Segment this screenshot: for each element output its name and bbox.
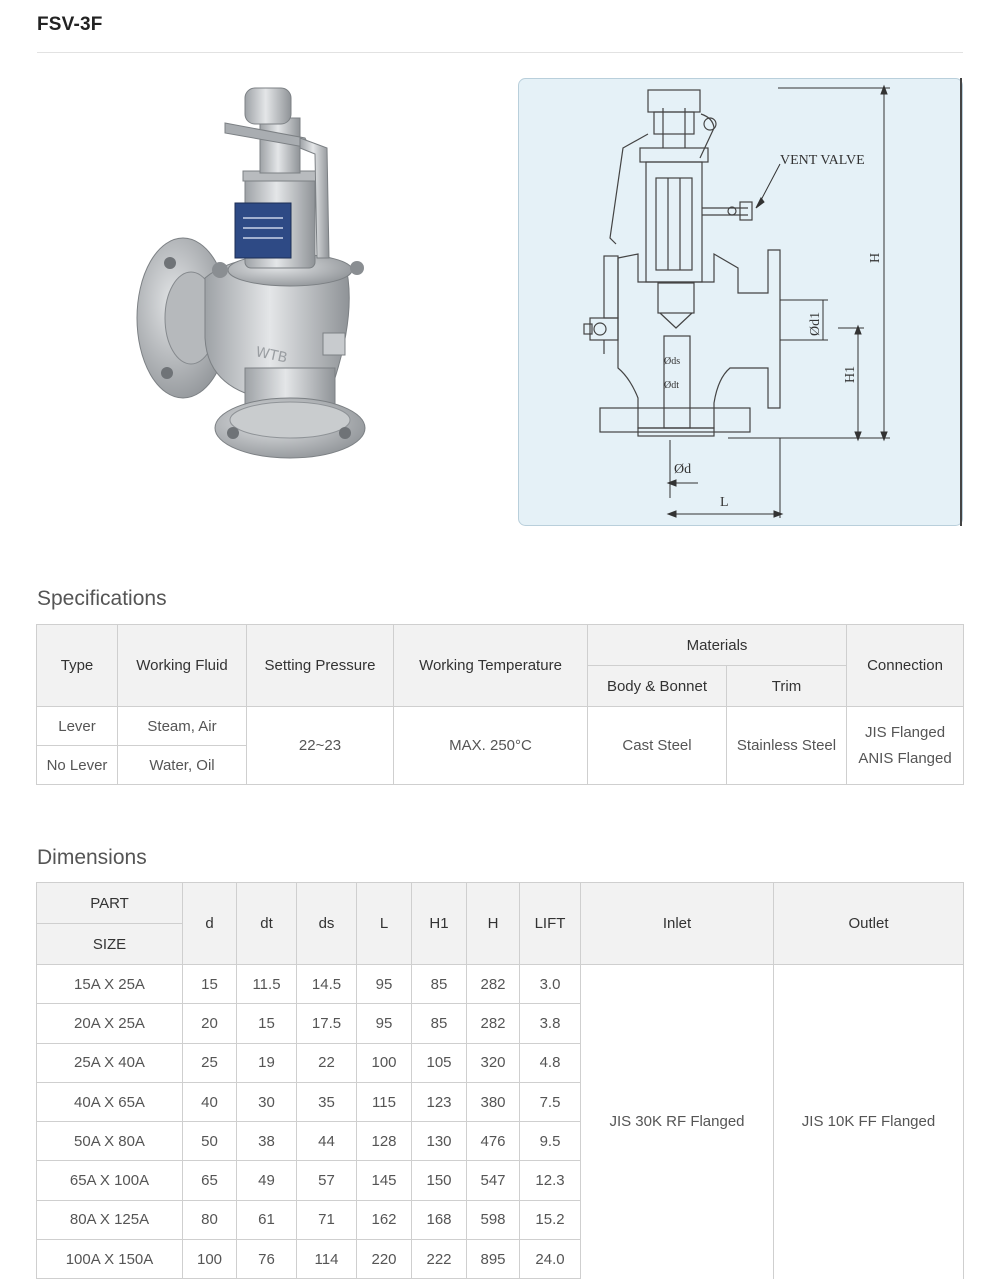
cell-d: 20: [183, 1004, 237, 1043]
cell-dt: 38: [237, 1122, 297, 1161]
cell-setting-pressure: 22~23: [247, 707, 394, 785]
cell-d: 50: [183, 1122, 237, 1161]
ds-dimension-label: Øds: [664, 356, 681, 367]
header-part: PART: [37, 883, 183, 924]
cell-h1: 85: [412, 965, 467, 1004]
cell-dt: 61: [237, 1200, 297, 1239]
cell-lift: 15.2: [520, 1200, 581, 1239]
header-ds: ds: [297, 883, 357, 965]
h-dimension-label: H: [868, 252, 883, 263]
cell-size: 65A X 100A: [37, 1161, 183, 1200]
cell-h: 282: [467, 965, 520, 1004]
header-body-bonnet: Body & Bonnet: [588, 666, 727, 707]
cell-lift: 24.0: [520, 1240, 581, 1279]
cell-d: 80: [183, 1200, 237, 1239]
specifications-heading: Specifications: [37, 587, 167, 610]
cell-ds: 71: [297, 1200, 357, 1239]
cell-fluid: Steam, Air: [118, 707, 247, 746]
cell-d: 25: [183, 1043, 237, 1082]
table-row: [37, 707, 964, 746]
cell-h: 598: [467, 1200, 520, 1239]
header-type: Type: [37, 625, 118, 707]
cell-dt: 30: [237, 1082, 297, 1121]
cell-d: 100: [183, 1240, 237, 1279]
header-d: d: [183, 883, 237, 965]
cell-ds: 114: [297, 1240, 357, 1279]
cell-h: 320: [467, 1043, 520, 1082]
cell-type: Lever: [37, 707, 118, 746]
header-size: SIZE: [37, 924, 183, 965]
cell-inlet: JIS 30K RF Flanged: [581, 965, 774, 1279]
connection-line: JIS Flanged: [864, 723, 946, 741]
cell-h: 895: [467, 1240, 520, 1279]
dimensions-heading: Dimensions: [37, 846, 147, 869]
cell-h1: 105: [412, 1043, 467, 1082]
header-materials: Materials: [588, 625, 847, 666]
header-outlet: Outlet: [774, 883, 964, 965]
cell-l: 95: [357, 965, 412, 1004]
cell-size: 20A X 25A: [37, 1004, 183, 1043]
cell-ds: 17.5: [297, 1004, 357, 1043]
cell-h: 380: [467, 1082, 520, 1121]
cell-dt: 49: [237, 1161, 297, 1200]
cell-h1: 85: [412, 1004, 467, 1043]
cell-h: 547: [467, 1161, 520, 1200]
header-trim: Trim: [727, 666, 847, 707]
cell-trim: Stainless Steel: [727, 707, 847, 785]
vent-valve-label: VENT VALVE: [780, 153, 865, 168]
cell-size: 25A X 40A: [37, 1043, 183, 1082]
cell-l: 220: [357, 1240, 412, 1279]
dt-dimension-label: Ødt: [664, 380, 679, 391]
cell-h1: 222: [412, 1240, 467, 1279]
cell-l: 162: [357, 1200, 412, 1239]
header-connection: Connection: [847, 625, 964, 707]
cell-h1: 130: [412, 1122, 467, 1161]
dimension-drawing: [518, 78, 963, 526]
cell-lift: 9.5: [520, 1122, 581, 1161]
cell-outlet: JIS 10K FF Flanged: [774, 965, 964, 1279]
cell-dt: 11.5: [237, 965, 297, 1004]
table-row: [37, 965, 964, 1004]
cell-ds: 44: [297, 1122, 357, 1161]
header-dt: dt: [237, 883, 297, 965]
cell-lift: 3.8: [520, 1004, 581, 1043]
header-h1: H1: [412, 883, 467, 965]
cell-ds: 14.5: [297, 965, 357, 1004]
h1-dimension-label: H1: [843, 365, 858, 383]
cell-dt: 19: [237, 1043, 297, 1082]
cell-fluid: Water, Oil: [118, 746, 247, 785]
cell-lift: 3.0: [520, 965, 581, 1004]
d1-dimension-label: Ød1: [808, 311, 823, 336]
cell-d: 40: [183, 1082, 237, 1121]
cell-ds: 35: [297, 1082, 357, 1121]
header-lift: LIFT: [520, 883, 581, 965]
header-working-fluid: Working Fluid: [118, 625, 247, 707]
page-title: FSV-3F: [37, 14, 103, 35]
cell-lift: 7.5: [520, 1082, 581, 1121]
cell-dt: 76: [237, 1240, 297, 1279]
cell-h1: 168: [412, 1200, 467, 1239]
cell-l: 95: [357, 1004, 412, 1043]
dimensions-table: [36, 882, 964, 1279]
cell-size: 40A X 65A: [37, 1082, 183, 1121]
cell-size: 50A X 80A: [37, 1122, 183, 1161]
cell-h1: 150: [412, 1161, 467, 1200]
specifications-table: [36, 624, 964, 785]
cell-l: 128: [357, 1122, 412, 1161]
cell-size: 100A X 150A: [37, 1240, 183, 1279]
svg-text:WTB: WTB: [254, 344, 289, 367]
cell-d: 15: [183, 965, 237, 1004]
cell-l: 100: [357, 1043, 412, 1082]
header-inlet: Inlet: [581, 883, 774, 965]
cell-d: 65: [183, 1161, 237, 1200]
cell-type: No Lever: [37, 746, 118, 785]
cell-ds: 22: [297, 1043, 357, 1082]
cell-size: 15A X 25A: [37, 965, 183, 1004]
cell-ds: 57: [297, 1161, 357, 1200]
connection-line: ANIS Flanged: [858, 749, 952, 767]
d-dimension-label: Ød: [674, 462, 692, 477]
cell-l: 145: [357, 1161, 412, 1200]
header-setting-pressure: Setting Pressure: [247, 625, 394, 707]
cell-lift: 4.8: [520, 1043, 581, 1082]
cell-h: 282: [467, 1004, 520, 1043]
cell-h1: 123: [412, 1082, 467, 1121]
cell-lift: 12.3: [520, 1161, 581, 1200]
cell-dt: 15: [237, 1004, 297, 1043]
cell-body-bonnet: Cast Steel: [588, 707, 727, 785]
title-divider: [37, 52, 963, 53]
header-l: L: [357, 883, 412, 965]
l-dimension-label: L: [720, 495, 729, 510]
cell-h: 476: [467, 1122, 520, 1161]
cell-working-temperature: MAX. 250°C: [394, 707, 588, 785]
header-h: H: [467, 883, 520, 965]
cell-size: 80A X 125A: [37, 1200, 183, 1239]
cell-connection: [847, 707, 964, 785]
product-photo: [95, 78, 425, 478]
header-working-temperature: Working Temperature: [394, 625, 588, 707]
cell-l: 115: [357, 1082, 412, 1121]
